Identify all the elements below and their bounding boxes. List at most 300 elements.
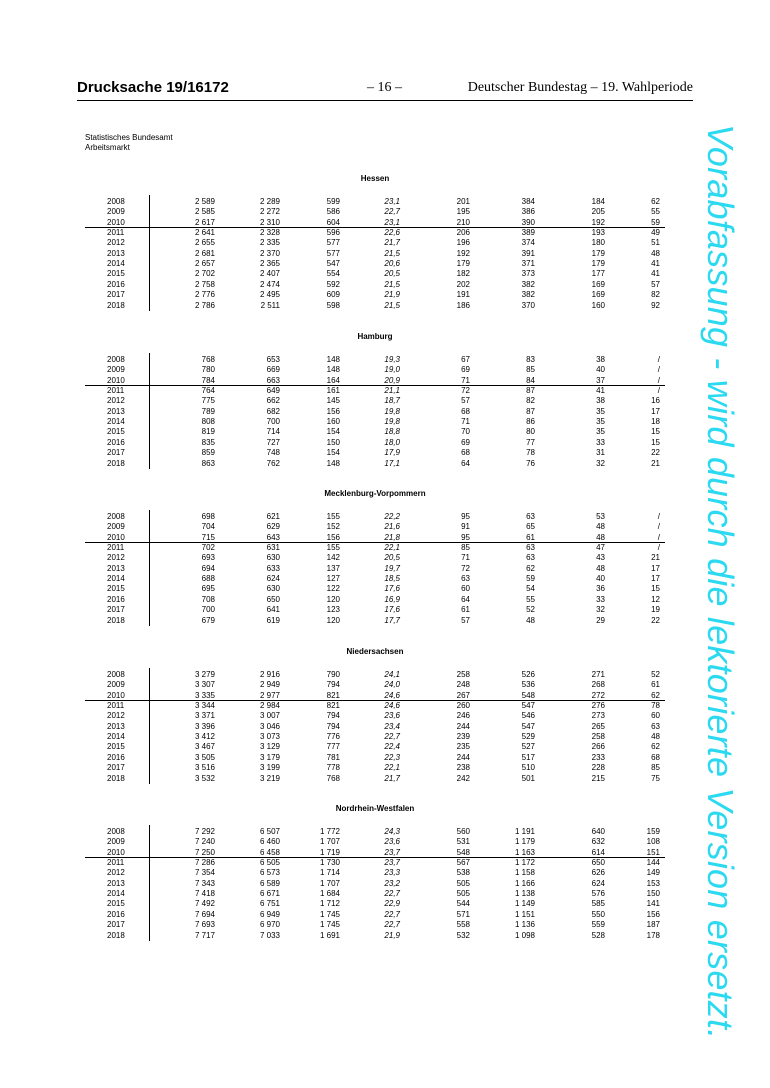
value-cell: 169 <box>591 279 605 289</box>
value-cell: 191 <box>456 290 470 300</box>
year-cell: 2012 <box>107 711 125 721</box>
value-cell: 775 <box>201 396 215 406</box>
year-cell: 2009 <box>107 365 125 375</box>
value-cell: 7 250 <box>194 847 215 857</box>
value-cell: 2 657 <box>194 259 215 269</box>
value-cell: 2 328 <box>259 228 280 238</box>
value-cell: 704 <box>201 522 215 532</box>
table-row <box>85 752 665 763</box>
value-cell: 631 <box>266 543 280 553</box>
value-cell: 248 <box>456 680 470 690</box>
value-cell: 142 <box>326 553 340 563</box>
year-cell: 2018 <box>107 615 125 625</box>
table-row <box>85 206 665 217</box>
value-cell: 202 <box>456 279 470 289</box>
value-cell: 55 <box>651 207 660 217</box>
value-cell: 630 <box>266 584 280 594</box>
value-cell: 2 949 <box>259 680 280 690</box>
year-cell: 2017 <box>107 920 125 930</box>
table-row <box>85 604 665 615</box>
value-cell: 2 617 <box>194 217 215 227</box>
year-cell: 2013 <box>107 563 125 573</box>
year-cell: 2017 <box>107 448 125 458</box>
value-cell: 266 <box>591 742 605 752</box>
value-cell: 21 <box>651 553 660 563</box>
value-cell: 108 <box>646 837 660 847</box>
value-cell: 82 <box>651 290 660 300</box>
value-cell: 715 <box>201 532 215 542</box>
value-cell: 389 <box>521 228 535 238</box>
value-cell: 624 <box>591 878 605 888</box>
value-cell: 17,7 <box>384 615 400 625</box>
table-row <box>85 300 665 311</box>
year-cell: 2009 <box>107 522 125 532</box>
table-row <box>85 406 665 417</box>
value-cell: 1 719 <box>319 847 340 857</box>
value-cell: 727 <box>266 437 280 447</box>
section-title: Nordrhein-Westfalen <box>335 804 415 813</box>
value-cell: 546 <box>521 711 535 721</box>
value-cell: 391 <box>521 248 535 258</box>
value-cell: 120 <box>326 615 340 625</box>
value-cell: 662 <box>266 396 280 406</box>
value-cell: 159 <box>646 827 660 836</box>
table-row <box>85 867 665 878</box>
value-cell: 22,1 <box>384 763 400 773</box>
value-cell: 41 <box>651 269 660 279</box>
value-cell: 2 585 <box>194 207 215 217</box>
value-cell: 276 <box>591 701 605 711</box>
value-cell: 19,8 <box>384 417 400 427</box>
value-cell: 2 977 <box>259 690 280 700</box>
value-cell: 7 292 <box>194 827 215 836</box>
value-cell: 1 163 <box>514 847 535 857</box>
value-cell: 374 <box>521 238 535 248</box>
value-cell: 228 <box>591 763 605 773</box>
table-row <box>85 857 665 868</box>
value-cell: 95 <box>461 512 470 521</box>
value-cell: / <box>657 532 660 542</box>
value-cell: 244 <box>456 721 470 731</box>
value-cell: 576 <box>591 889 605 899</box>
value-cell: 373 <box>521 269 535 279</box>
year-cell: 2011 <box>107 701 125 711</box>
value-cell: 92 <box>651 300 660 310</box>
value-cell: 3 532 <box>194 773 215 783</box>
table-row <box>85 762 665 773</box>
value-cell: 17,1 <box>384 458 400 468</box>
value-cell: 19,7 <box>384 563 400 573</box>
value-cell: 82 <box>526 396 535 406</box>
value-cell: 69 <box>461 365 470 375</box>
year-cell: 2014 <box>107 889 125 899</box>
value-cell: 384 <box>521 197 535 206</box>
year-cell: 2008 <box>107 670 125 679</box>
value-cell: 137 <box>326 563 340 573</box>
value-cell: 21,5 <box>384 248 400 258</box>
value-cell: 239 <box>456 732 470 742</box>
value-cell: 1 136 <box>514 920 535 930</box>
value-cell: 3 307 <box>194 680 215 690</box>
value-cell: 382 <box>521 279 535 289</box>
year-cell: 2013 <box>107 406 125 416</box>
value-cell: 91 <box>461 522 470 532</box>
value-cell: 819 <box>201 427 215 437</box>
value-cell: 63 <box>526 512 535 521</box>
value-cell: 22,3 <box>384 752 400 762</box>
value-cell: 238 <box>456 763 470 773</box>
value-cell: 2 641 <box>194 228 215 238</box>
value-cell: 3 046 <box>259 721 280 731</box>
value-cell: 63 <box>651 721 660 731</box>
table-row <box>85 458 665 469</box>
year-cell: 2014 <box>107 574 125 584</box>
value-cell: 695 <box>201 584 215 594</box>
value-cell: 371 <box>521 259 535 269</box>
value-cell: 762 <box>266 458 280 468</box>
value-cell: 48 <box>651 248 660 258</box>
value-cell: / <box>657 355 660 364</box>
value-cell: 32 <box>596 605 605 615</box>
value-cell: 150 <box>646 889 660 899</box>
value-cell: 21,7 <box>384 773 400 783</box>
value-cell: 68 <box>461 448 470 458</box>
value-cell: 2 589 <box>194 197 215 206</box>
value-cell: 1 166 <box>514 878 535 888</box>
value-cell: 663 <box>266 375 280 385</box>
value-cell: 192 <box>456 248 470 258</box>
value-cell: 85 <box>461 543 470 553</box>
value-cell: 160 <box>591 300 605 310</box>
value-cell: 195 <box>456 207 470 217</box>
value-cell: 649 <box>266 386 280 396</box>
value-cell: 60 <box>651 711 660 721</box>
value-cell: / <box>657 543 660 553</box>
year-cell: 2017 <box>107 290 125 300</box>
value-cell: 548 <box>456 847 470 857</box>
value-cell: 7 343 <box>194 878 215 888</box>
value-cell: 21,9 <box>384 290 400 300</box>
value-cell: 179 <box>591 259 605 269</box>
value-cell: 3 396 <box>194 721 215 731</box>
value-cell: 7 033 <box>259 930 280 940</box>
value-cell: 95 <box>461 532 470 542</box>
value-cell: 156 <box>646 909 660 919</box>
year-cell: 2015 <box>107 269 125 279</box>
value-cell: 21,6 <box>384 522 400 532</box>
watermark-text: Vorabfassung - wird durch die lektorierte Version ersetzt. <box>700 124 741 1040</box>
value-cell: / <box>657 365 660 375</box>
value-cell: 51 <box>651 238 660 248</box>
value-cell: 57 <box>461 615 470 625</box>
value-cell: 2 681 <box>194 248 215 258</box>
value-cell: 178 <box>646 930 660 940</box>
value-cell: 22,4 <box>384 742 400 752</box>
value-cell: 35 <box>596 417 605 427</box>
value-cell: 679 <box>201 615 215 625</box>
value-cell: 6 507 <box>259 827 280 836</box>
value-cell: 17,9 <box>384 448 400 458</box>
value-cell: 21,7 <box>384 238 400 248</box>
value-cell: 20,5 <box>384 553 400 563</box>
value-cell: 148 <box>326 458 340 468</box>
value-cell: 390 <box>521 217 535 227</box>
value-cell: 201 <box>456 197 470 206</box>
value-cell: 577 <box>326 248 340 258</box>
year-cell: 2013 <box>107 878 125 888</box>
value-cell: 20,5 <box>384 269 400 279</box>
value-cell: 22 <box>651 448 660 458</box>
value-cell: 550 <box>591 909 605 919</box>
year-cell: 2015 <box>107 899 125 909</box>
value-cell: 2 370 <box>259 248 280 258</box>
parliament-label: Deutscher Bundestag – 19. Wahlperiode <box>467 80 693 95</box>
value-cell: 7 693 <box>194 920 215 930</box>
table-row <box>85 741 665 752</box>
value-cell: 36 <box>596 584 605 594</box>
value-cell: 15 <box>651 437 660 447</box>
value-cell: 22,6 <box>384 228 400 238</box>
value-cell: 87 <box>526 406 535 416</box>
value-cell: 182 <box>456 269 470 279</box>
value-cell: 85 <box>526 365 535 375</box>
section-title: Hamburg <box>357 332 393 341</box>
value-cell: 41 <box>596 386 605 396</box>
value-cell: 3 219 <box>259 773 280 783</box>
value-cell: 258 <box>591 732 605 742</box>
year-cell: 2016 <box>107 279 125 289</box>
year-cell: 2016 <box>107 437 125 447</box>
table-row <box>85 930 665 941</box>
value-cell: 1 730 <box>319 858 340 868</box>
table-row <box>85 669 665 680</box>
value-cell: 17 <box>651 563 660 573</box>
value-cell: 789 <box>201 406 215 416</box>
source-block <box>85 133 173 153</box>
source-line: Arbeitsmarkt <box>85 143 130 152</box>
value-cell: 531 <box>456 837 470 847</box>
value-cell: 688 <box>201 574 215 584</box>
value-cell: 87 <box>526 386 535 396</box>
year-cell: 2008 <box>107 197 125 206</box>
value-cell: 20,9 <box>384 375 400 385</box>
value-cell: 1 172 <box>514 858 535 868</box>
value-cell: 35 <box>596 427 605 437</box>
value-cell: 505 <box>456 878 470 888</box>
value-cell: 49 <box>651 228 660 238</box>
year-cell: 2016 <box>107 909 125 919</box>
value-cell: 184 <box>591 197 605 206</box>
value-cell: 141 <box>646 899 660 909</box>
value-cell: 528 <box>591 930 605 940</box>
value-cell: 3 007 <box>259 711 280 721</box>
document-number: Drucksache 19/16172 <box>77 79 229 96</box>
value-cell: / <box>657 386 660 396</box>
value-cell: 71 <box>461 553 470 563</box>
value-cell: 19,3 <box>384 355 400 364</box>
value-cell: 24,6 <box>384 701 400 711</box>
value-cell: 23,6 <box>384 837 400 847</box>
value-cell: 242 <box>456 773 470 783</box>
table-row <box>85 258 665 269</box>
value-cell: 160 <box>326 417 340 427</box>
value-cell: 48 <box>526 615 535 625</box>
value-cell: 3 505 <box>194 752 215 762</box>
value-cell: 2 474 <box>259 279 280 289</box>
value-cell: 20,6 <box>384 259 400 269</box>
value-cell: 2 984 <box>259 701 280 711</box>
value-cell: 650 <box>591 858 605 868</box>
value-cell: 1 745 <box>319 920 340 930</box>
value-cell: 205 <box>591 207 605 217</box>
value-cell: 624 <box>266 574 280 584</box>
value-cell: 145 <box>326 396 340 406</box>
value-cell: 714 <box>266 427 280 437</box>
value-cell: 547 <box>521 701 535 711</box>
year-cell: 2016 <box>107 752 125 762</box>
table-row <box>85 878 665 889</box>
value-cell: 1 179 <box>514 837 535 847</box>
year-cell: 2008 <box>107 512 125 521</box>
table-row <box>85 227 665 238</box>
year-cell: 2016 <box>107 594 125 604</box>
table-row <box>85 447 665 458</box>
value-cell: 17,6 <box>384 584 400 594</box>
table-row <box>85 552 665 563</box>
value-cell: 52 <box>526 605 535 615</box>
table-row <box>85 888 665 899</box>
value-cell: 790 <box>326 670 340 679</box>
value-cell: 12 <box>651 594 660 604</box>
value-cell: 31 <box>596 448 605 458</box>
value-cell: 65 <box>526 522 535 532</box>
value-cell: 32 <box>596 458 605 468</box>
value-cell: 68 <box>461 406 470 416</box>
value-cell: 122 <box>326 584 340 594</box>
value-cell: 6 573 <box>259 868 280 878</box>
value-cell: 7 418 <box>194 889 215 899</box>
value-cell: 538 <box>456 868 470 878</box>
value-cell: 179 <box>456 259 470 269</box>
value-cell: 235 <box>456 742 470 752</box>
table-row <box>85 573 665 584</box>
value-cell: 821 <box>326 690 340 700</box>
value-cell: 586 <box>326 207 340 217</box>
value-cell: 156 <box>326 532 340 542</box>
value-cell: 55 <box>526 594 535 604</box>
value-cell: 29 <box>596 615 605 625</box>
value-cell: 560 <box>456 827 470 836</box>
value-cell: 258 <box>456 670 470 679</box>
value-cell: 630 <box>266 553 280 563</box>
value-cell: 177 <box>591 269 605 279</box>
value-cell: 22 <box>651 615 660 625</box>
value-cell: 15 <box>651 584 660 594</box>
value-cell: 233 <box>591 752 605 762</box>
value-cell: 153 <box>646 878 660 888</box>
value-cell: 22,7 <box>384 920 400 930</box>
value-cell: 265 <box>591 721 605 731</box>
value-cell: 23,6 <box>384 711 400 721</box>
year-cell: 2014 <box>107 417 125 427</box>
table-row <box>85 248 665 259</box>
value-cell: 780 <box>201 365 215 375</box>
value-cell: 18,0 <box>384 437 400 447</box>
value-cell: 16 <box>651 396 660 406</box>
value-cell: 567 <box>456 858 470 868</box>
value-cell: 708 <box>201 594 215 604</box>
value-cell: 64 <box>461 458 470 468</box>
value-cell: 21,5 <box>384 300 400 310</box>
value-cell: 68 <box>651 752 660 762</box>
year-cell: 2012 <box>107 238 125 248</box>
value-cell: 86 <box>526 417 535 427</box>
value-cell: 40 <box>596 574 605 584</box>
value-cell: 7 717 <box>194 930 215 940</box>
value-cell: 215 <box>591 773 605 783</box>
value-cell: 151 <box>646 847 660 857</box>
value-cell: 6 460 <box>259 837 280 847</box>
year-cell: 2008 <box>107 827 125 836</box>
value-cell: 123 <box>326 605 340 615</box>
value-cell: 33 <box>596 437 605 447</box>
year-cell: 2010 <box>107 217 125 227</box>
value-cell: 2 272 <box>259 207 280 217</box>
value-cell: 821 <box>326 701 340 711</box>
value-cell: 72 <box>461 386 470 396</box>
value-cell: 640 <box>591 827 605 836</box>
value-cell: 120 <box>326 594 340 604</box>
value-cell: 2 655 <box>194 238 215 248</box>
value-cell: 67 <box>461 355 470 364</box>
value-cell: 62 <box>651 690 660 700</box>
year-cell: 2011 <box>107 386 125 396</box>
year-cell: 2010 <box>107 532 125 542</box>
value-cell: 629 <box>266 522 280 532</box>
year-cell: 2011 <box>107 228 125 238</box>
table-row <box>85 542 665 553</box>
value-cell: 271 <box>591 670 605 679</box>
year-cell: 2011 <box>107 858 125 868</box>
value-cell: 633 <box>266 563 280 573</box>
table-row <box>85 395 665 406</box>
value-cell: 650 <box>266 594 280 604</box>
table-row <box>85 532 665 543</box>
year-cell: 2012 <box>107 553 125 563</box>
value-cell: 169 <box>591 290 605 300</box>
value-cell: 62 <box>526 563 535 573</box>
value-cell: 40 <box>596 365 605 375</box>
value-cell: 808 <box>201 417 215 427</box>
value-cell: 386 <box>521 207 535 217</box>
value-cell: 21,1 <box>384 386 400 396</box>
value-cell: 24,1 <box>384 670 400 679</box>
value-cell: 768 <box>201 355 215 364</box>
value-cell: 2 310 <box>259 217 280 227</box>
value-cell: 260 <box>456 701 470 711</box>
value-cell: 17 <box>651 574 660 584</box>
value-cell: 18,5 <box>384 574 400 584</box>
year-cell: 2012 <box>107 868 125 878</box>
value-cell: 47 <box>596 543 605 553</box>
section-title: Niedersachsen <box>346 647 404 656</box>
table-row <box>85 594 665 605</box>
value-cell: 2 335 <box>259 238 280 248</box>
value-cell: 1 684 <box>319 889 340 899</box>
page-header <box>77 78 693 101</box>
value-cell: 6 589 <box>259 878 280 888</box>
table-row <box>85 773 665 784</box>
